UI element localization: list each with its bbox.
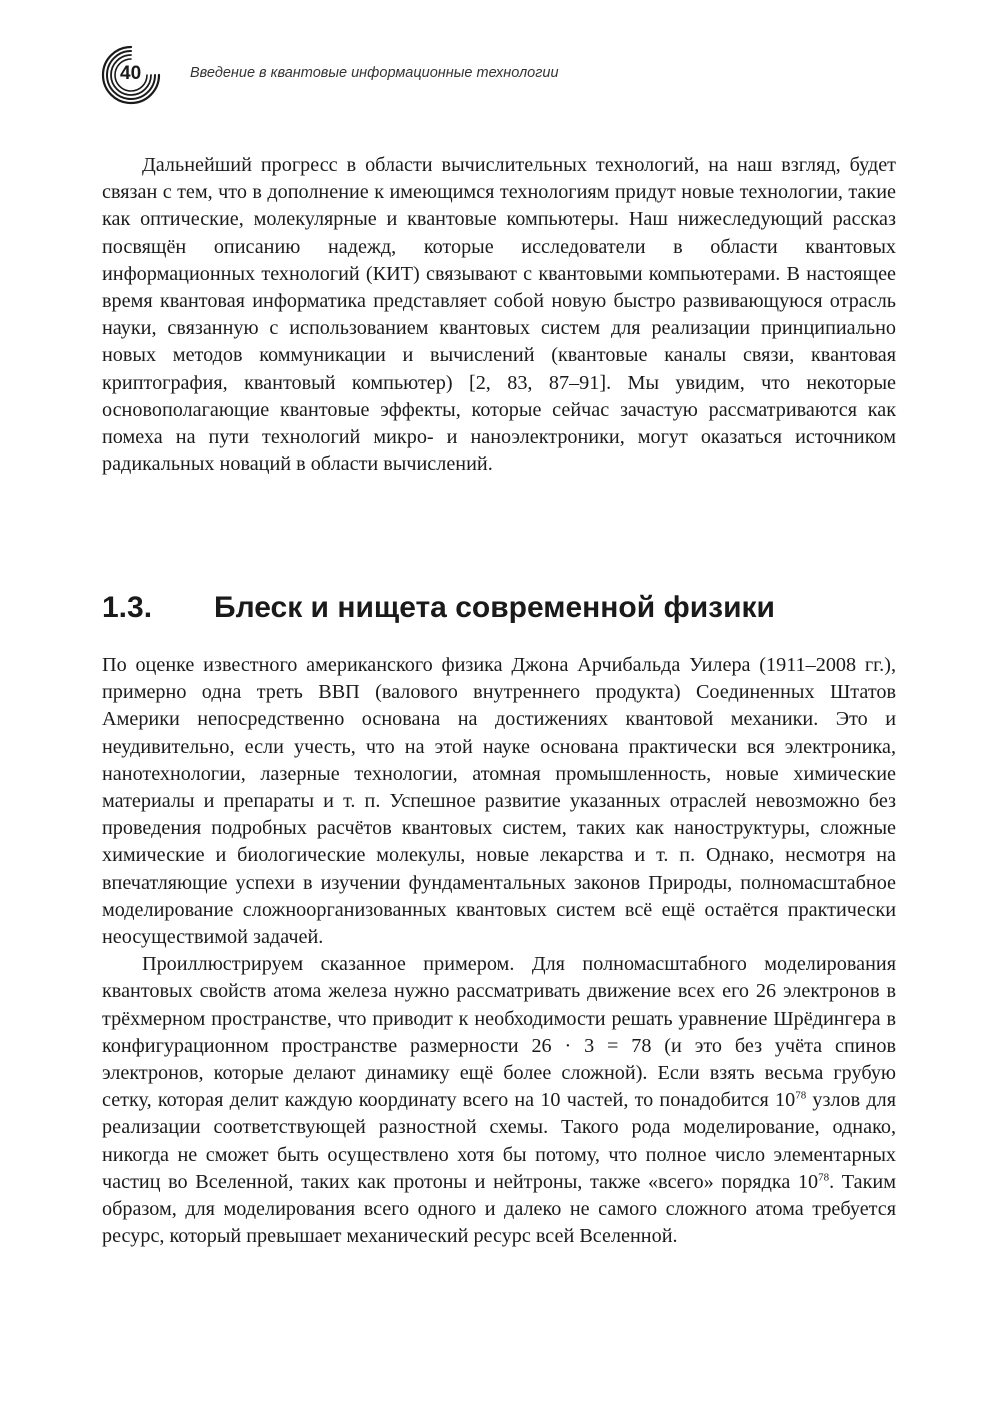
section-number: 1.3. [102,591,153,624]
running-title: Введение в квантовые информационные технологии [190,65,559,81]
exponent-78-particles: 78 [818,1171,830,1184]
section-paragraph-1: По оценке известного американского физика Джона Арчибальда Уилера (1911–2008 гг.), примерно одна треть ВВП (валового внутреннего продукта) Соединенных Штатов Америки непосредственно основана на достижениях квантовой механики. Это и неудивительно, если учесть, что на этой науке основана практически вся электроника, нанотехнологии, лазерные технологии, атомная промышленность, новые химические материалы и препараты и т. п. Успешное развитие указанных отраслей невозможно без проведения подробных расчётов квантовых систем, таких как наноструктуры, сложные химические и биологические молекулы, новые лекарства и т. п. Однако, несмотря на впечатляющие успехи в изучении фундаментальных законов Природы, полномасштабное моделирование сложноорганизованных квантовых систем всё ещё остаётся практически неосуществимой задачей. [102,654,896,949]
exponent-78-nodes: 78 [795,1089,807,1102]
paragraph-2-part-3: . Таким образом, для моделирования всего одного и далеко не самого сложного атома требуется ресурс, который превышает механический ресурс всей Вселенной. [102,1170,896,1248]
section-body [102,652,896,1250]
page-number: 40 [120,63,142,84]
paragraph-2-part-2: узлов для реализации соответствующей разностной схемы. Такого рода моделирование, однако, никогда не сможет быть осуществлено хотя бы потому, что полное число элементарных частиц во Вселенной, таких как протоны и нейтроны, также «всего» порядка 10 [102,1089,896,1193]
section-paragraph-2 [102,951,896,1250]
section-heading [102,588,896,628]
section-title: Блеск и нищета современной физики [214,591,775,624]
intro-text [102,152,896,478]
intro-paragraph: Дальнейший прогресс в области вычислительных технологий, на наш взгляд, будет связан с тем, что в дополнение к имеющимся технологиям придут новые технологии, такие как оптические, молекулярные и квантовые компьютеры. Наш нижеследующий рассказ посвящён описанию надежд, которые исследователи в области квантовых информационных технологий (КИТ) связывают с квантовыми компьютерами. В настоящее время квантовая информатика представляет собой новую быстро развивающуюся отрасль науки, связанную с использованием квантовых систем для реализации принципиально новых методов коммуникации и вычислений (квантовые каналы связи, квантовая криптография, квантовый компьютер) [2, 83, 87–91]. Мы увидим, что некоторые основополагающие квантовые эффекты, которые сейчас зачастую рассматриваются как помеха на пути технологий микро- и наноэлектроники, могут оказаться источником радикальных новаций в области вычислений. [102,154,896,476]
paragraph-2-part-1: Проиллюстрируем сказанное примером. Для полномасштабного моделирования квантовых свойств атома железа нужно рассматривать движение всех его 26 электронов в трёхмерном пространстве, что приводит к необходимости решать уравнение Шрёдингера в конфигурационном пространстве размерности 26 · 3 = 78 (и это без учёта спинов электронов, которые делают динамику ещё более сложной). Если взять весьма грубую сетку, которая делит каждую координату всего на 10 частей, то понадобится 10 [102,953,896,1112]
running-header [100,44,900,106]
